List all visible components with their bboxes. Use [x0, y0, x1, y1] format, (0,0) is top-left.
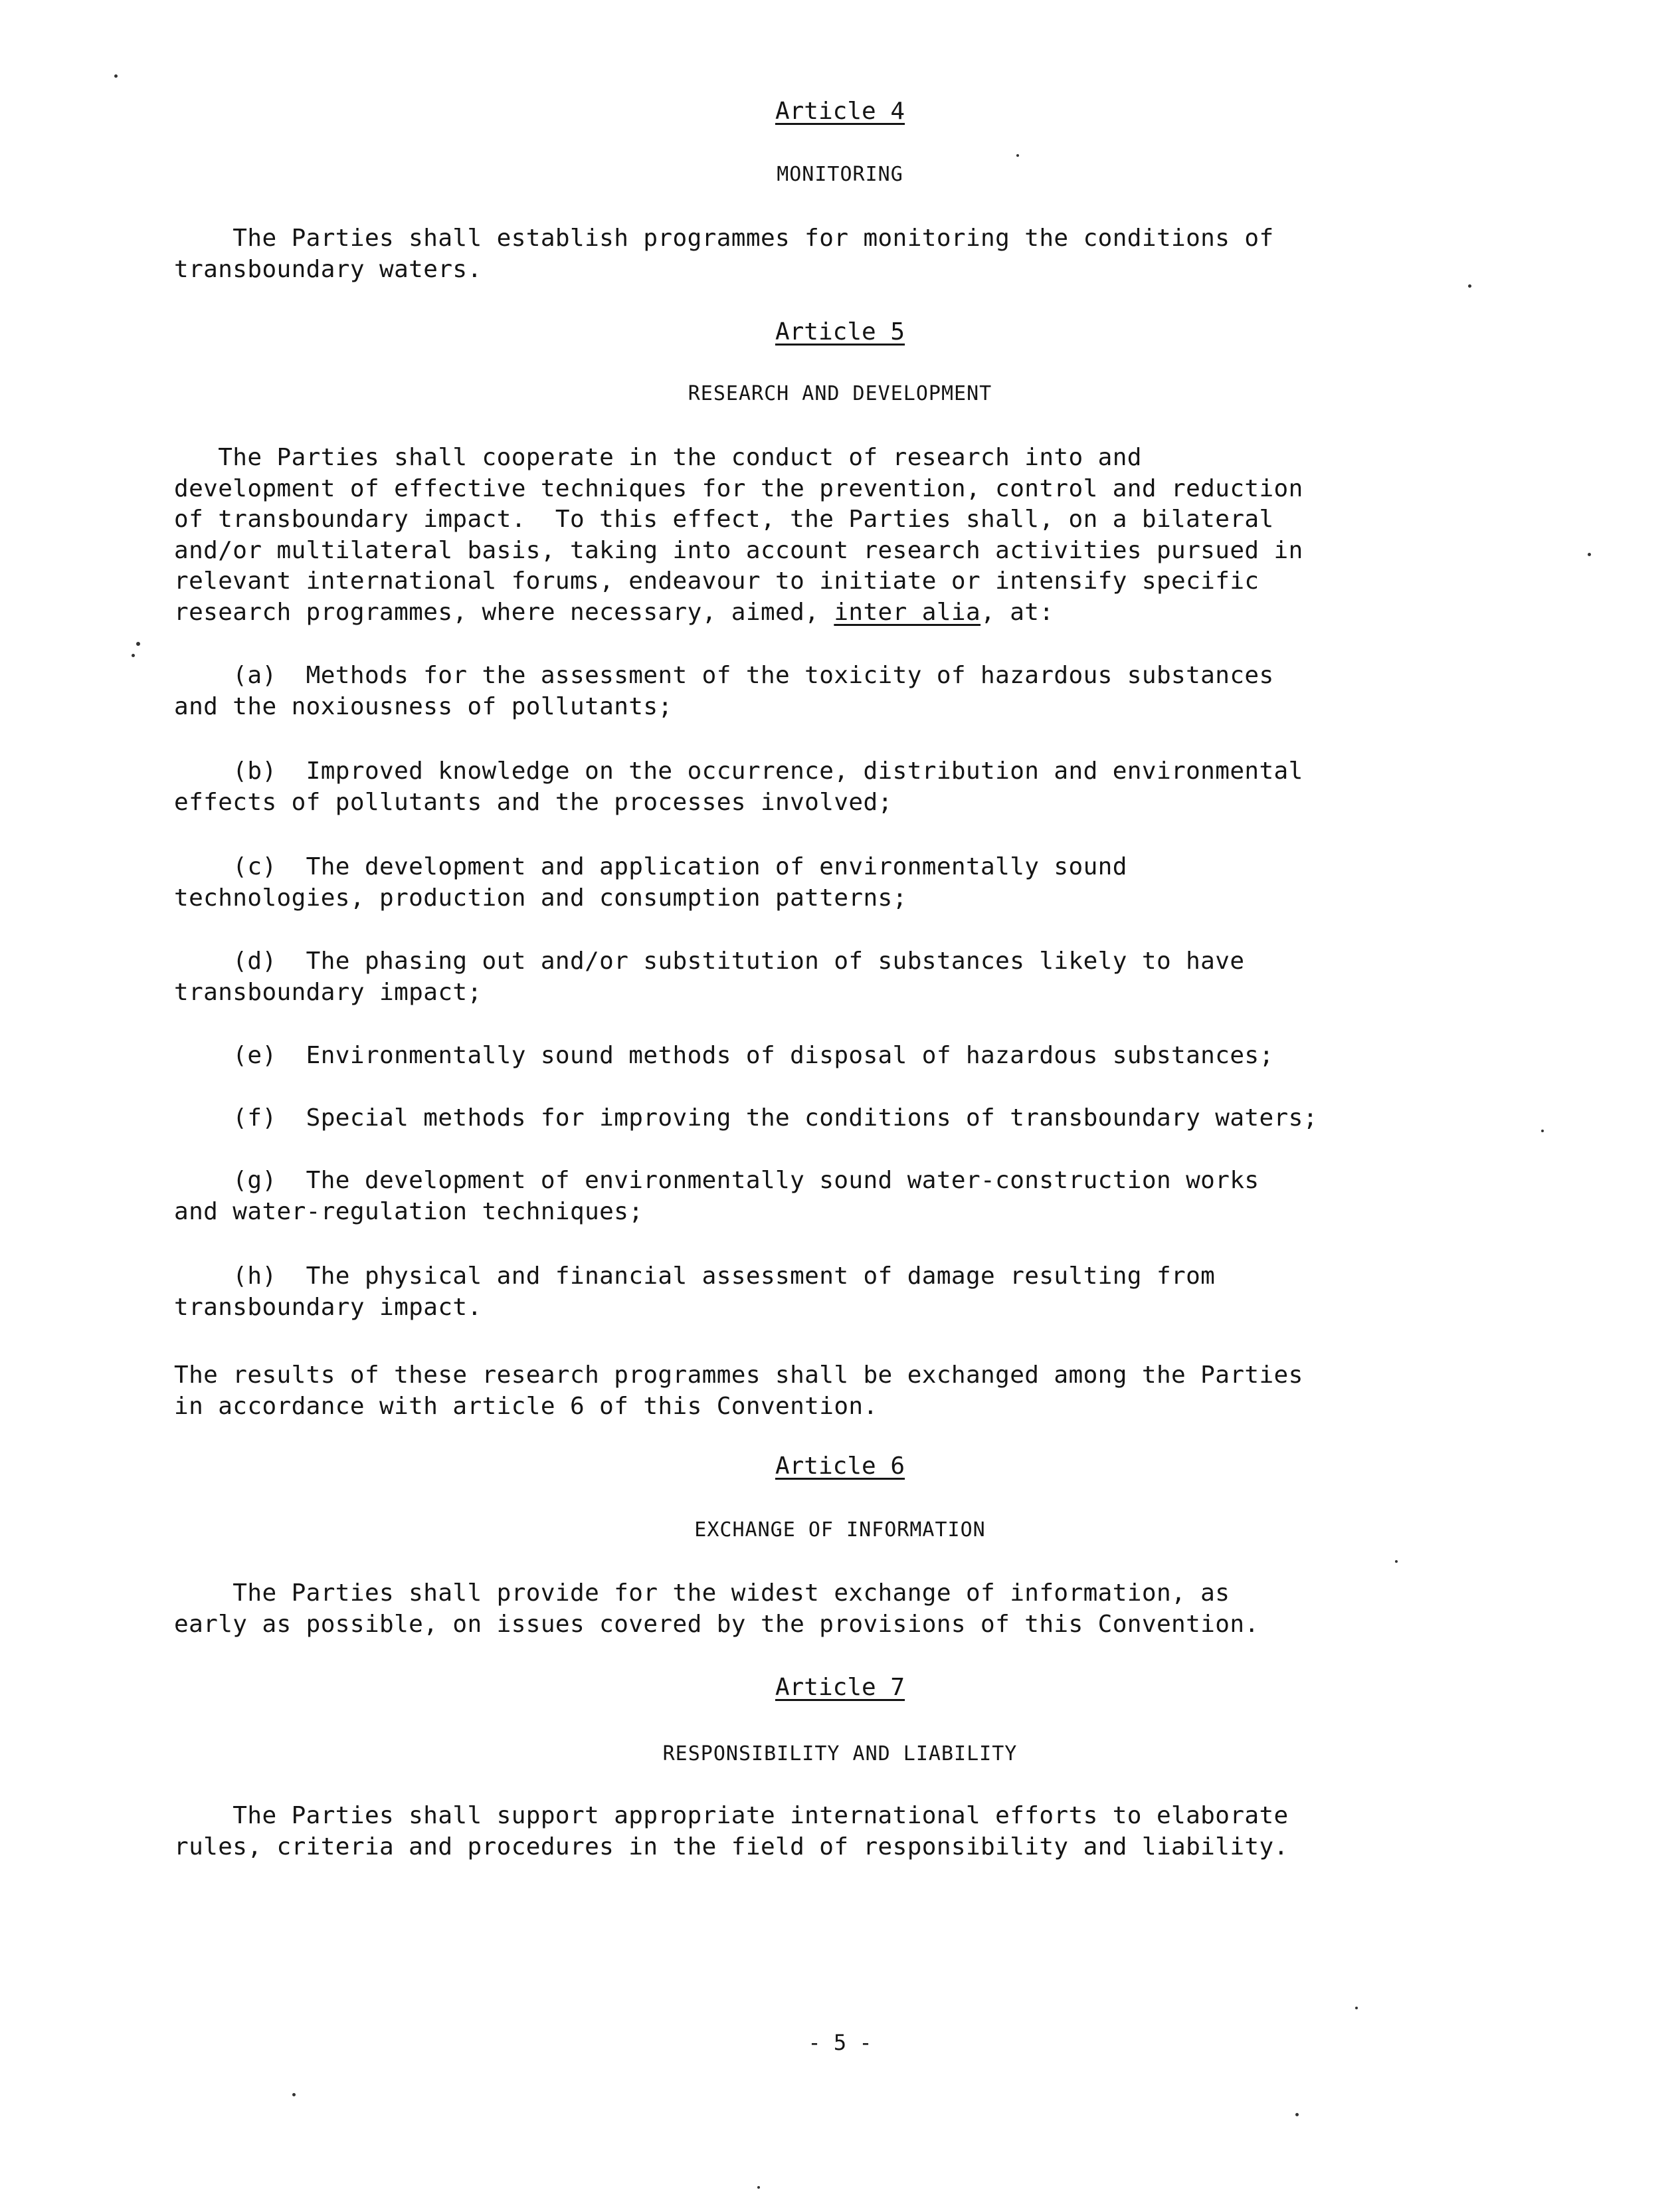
article-6-heading	[0, 1452, 1680, 1481]
paragraph-line: The Parties shall cooperate in the conduct of research into and	[174, 444, 1142, 471]
paragraph-line: The Parties shall establish programmes for monitoring the conditions of	[174, 225, 1274, 252]
item-line: (a) Methods for the assessment of the toxicity of hazardous substances	[174, 662, 1274, 689]
paragraph-line: relevant international forums, endeavour to initiate or intensify specific	[174, 567, 1260, 595]
article-5-subtitle: RESEARCH AND DEVELOPMENT	[688, 382, 992, 405]
item-e	[174, 1041, 1274, 1072]
scan-speck	[114, 74, 118, 78]
item-d	[174, 946, 1244, 1008]
item-line: (g) The development of environmentally sound water-construction works	[174, 1167, 1260, 1194]
item-line: (c) The development and application of environmentally sound	[174, 853, 1127, 880]
scan-speck	[1355, 2007, 1358, 2009]
article-7-subtitle: RESPONSIBILITY AND LIABILITY	[662, 1742, 1018, 1765]
paragraph-line: development of effective techniques for the prevention, control and reduction	[174, 474, 1303, 502]
article-7-heading	[0, 1673, 1680, 1702]
scan-speck	[136, 642, 140, 646]
article-6-subtitle: EXCHANGE OF INFORMATION	[694, 1518, 986, 1542]
article-7-title: Article 7	[775, 1674, 905, 1701]
article-5-title: Article 5	[775, 318, 905, 346]
item-line: (b) Improved knowledge on the occurrence, distribution and environmental	[174, 757, 1303, 785]
paragraph-line: The Parties shall support appropriate international efforts to elaborate	[174, 1802, 1289, 1829]
article-5-heading	[0, 318, 1680, 347]
scan-speck	[1395, 1560, 1398, 1563]
scan-speck	[1468, 284, 1471, 288]
item-line: (f) Special methods for improving the conditions of transboundary waters;	[174, 1104, 1318, 1132]
item-line: technologies, production and consumption patterns;	[174, 884, 907, 912]
paragraph-line: and/or multilateral basis, taking into account research activities pursued in	[174, 536, 1303, 564]
article-6-body	[174, 1578, 1259, 1640]
article-7-body	[174, 1801, 1289, 1862]
scan-speck	[132, 654, 135, 657]
item-line: effects of pollutants and the processes involved;	[174, 788, 893, 816]
paragraph-line: in accordance with article 6 of this Convention.	[174, 1392, 878, 1420]
inter-alia-emphasis: inter alia	[834, 598, 981, 626]
paragraph-line: rules, criteria and procedures in the field of responsibility and liability.	[174, 1833, 1289, 1860]
scan-speck	[1588, 553, 1591, 556]
scan-speck	[292, 2093, 296, 2096]
paragraph-line: of transboundary impact. To this effect, the Parties shall, on a bilateral	[174, 506, 1274, 533]
paragraph-line: early as possible, on issues covered by the provisions of this Convention.	[174, 1610, 1260, 1638]
article-4-subtitle: MONITORING	[777, 163, 903, 186]
scan-speck	[757, 2186, 760, 2189]
item-b	[174, 756, 1303, 818]
item-c	[174, 852, 1127, 914]
item-a	[174, 660, 1274, 722]
paragraph-line: The results of these research programmes shall be exchanged among the Parties	[174, 1361, 1303, 1389]
paragraph-line: transboundary waters.	[174, 255, 482, 283]
scan-speck	[1541, 1130, 1544, 1132]
scan-speck	[1016, 154, 1019, 157]
item-line: and water-regulation techniques;	[174, 1197, 644, 1225]
paragraph-fragment: research programmes, where necessary, aimed,	[174, 598, 834, 626]
article-4-title: Article 4	[775, 98, 905, 125]
item-line: transboundary impact;	[174, 978, 482, 1006]
article-5-closing	[174, 1360, 1303, 1422]
article-4-heading	[0, 97, 1680, 126]
page-number: - 5 -	[808, 2030, 872, 2055]
item-line: and the noxiousness of pollutants;	[174, 692, 673, 720]
item-line: (h) The physical and financial assessment of damage resulting from	[174, 1262, 1216, 1290]
article-4-body	[174, 223, 1274, 285]
article-5-intro	[174, 443, 1303, 628]
item-h	[174, 1261, 1215, 1323]
item-f	[174, 1103, 1318, 1134]
item-g	[174, 1165, 1259, 1227]
item-line: (d) The phasing out and/or substitution of substances likely to have	[174, 948, 1245, 975]
scan-speck	[1295, 2113, 1299, 2116]
article-6-title: Article 6	[775, 1453, 905, 1480]
item-line: (e) Environmentally sound methods of disposal of hazardous substances;	[174, 1042, 1274, 1069]
item-line: transboundary impact.	[174, 1293, 482, 1321]
paragraph-line	[174, 597, 1303, 629]
paragraph-line: The Parties shall provide for the widest exchange of information, as	[174, 1579, 1230, 1607]
paragraph-fragment: , at:	[980, 598, 1054, 626]
